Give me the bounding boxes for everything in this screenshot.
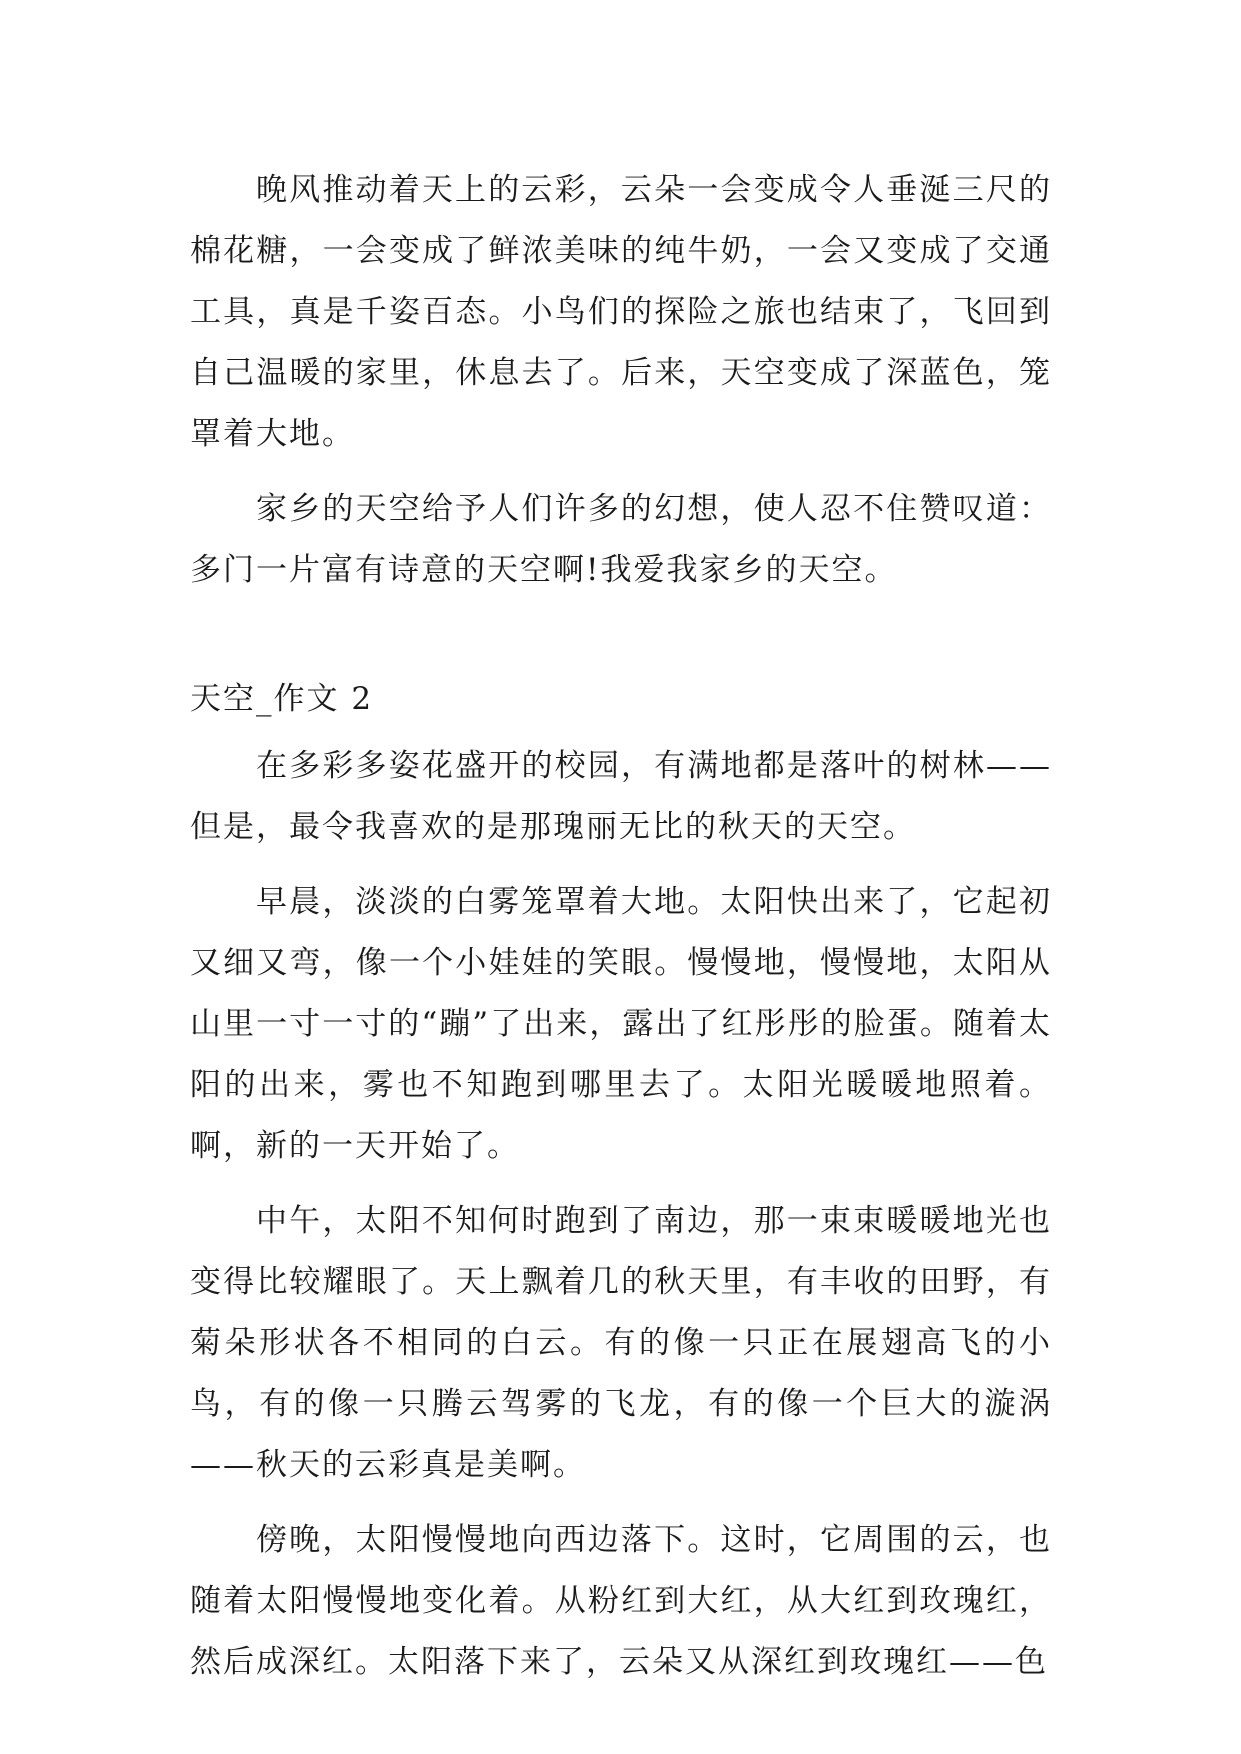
document-body — [190, 160, 1052, 1693]
section-title: 天空_作文 2 — [190, 681, 374, 717]
paragraph: 晚风推动着天上的云彩，云朵一会变成令人垂涎三尺的棉花糖，一会变成了鲜浓美味的纯牛奶，一会又变成了交通工具，真是千姿百态。小鸟们的探险之旅也结束了，飞回到自己温暖的家里，休息去了。后来，天空变成了深蓝色，笼罩着大地。 — [190, 172, 1052, 452]
paragraph: 傍晚，太阳慢慢地向西边落下。这时，它周围的云，也随着太阳慢慢地变化着。从粉红到大红，从大红到玫瑰红，然后成深红。太阳落下来了，云朵又从深红到玫瑰红——色 — [190, 1522, 1052, 1680]
paragraph: 家乡的天空给予人们许多的幻想，使人忍不住赞叹道：多门一片富有诗意的天空啊!我爱我家乡的天空。 — [190, 491, 1052, 588]
paragraph: 早晨，淡淡的白雾笼罩着大地。太阳快出来了，它起初又细又弯，像一个小娃娃的笑眼。慢慢地，慢慢地，太阳从山里一寸一寸的“蹦”了出来，露出了红彤彤的脸蛋。随着太阳的出来，雾也不知跑到哪里去了。太阳光暖暖地照着。啊，新的一天开始了。 — [190, 884, 1052, 1164]
paragraph: 中午，太阳不知何时跑到了南边，那一束束暖暖地光也变得比较耀眼了。天上飘着几的秋天里，有丰收的田野，有菊朵形状各不相同的白云。有的像一只正在展翅高飞的小鸟，有的像一只腾云驾雾的飞龙，有的像一个巨大的漩涡——秋天的云彩真是美啊。 — [190, 1203, 1052, 1483]
paragraph: 在多彩多姿花盛开的校园，有满地都是落叶的树林——但是，最令我喜欢的是那瑰丽无比的秋天的天空。 — [190, 748, 1052, 845]
